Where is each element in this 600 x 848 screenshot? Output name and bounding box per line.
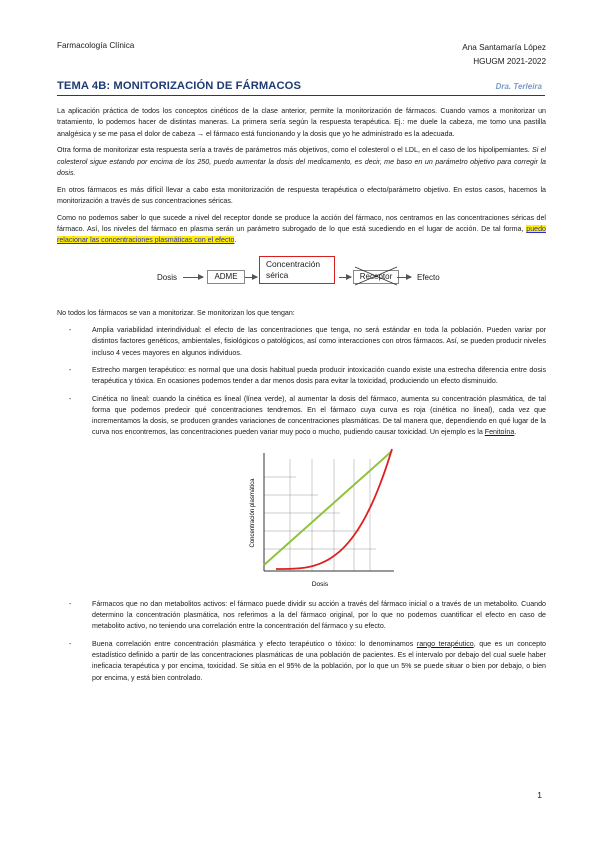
list-item-text: Estrecho margen terapéutico: es normal que una dosis habitual pueda producir intoxicación cuando existe una estrecha diferencia entre dosis terapéutica y tóxica. En ocasiones podemos tender a dar menos dosis para evitar la toxicidad, produciendo un efecto disminuido. (92, 365, 546, 386)
diagram-concentracion: Concentración (266, 259, 321, 270)
diagram-efecto: Efecto (417, 273, 440, 283)
diagram-concentracion-box (259, 256, 335, 284)
kinetics-chart (92, 443, 546, 593)
list-item-text: Buena correlación entre concentración plasmática y efecto terapéutico o tóxico: lo denominamos (92, 639, 417, 648)
header-right (462, 41, 546, 68)
list-item-cinetica (57, 394, 546, 593)
x-axis-label: Dosis (311, 580, 329, 588)
diagram-serica: sérica (266, 270, 289, 281)
series-linear (264, 451, 392, 565)
list-item-correlacion (57, 639, 546, 684)
kinetics-chart-svg (242, 443, 402, 593)
list-dash: - (69, 599, 72, 608)
list-item-text: Fármacos que no dan metabolitos activos: el fármaco puede dividir su acción a través del fármaco inicial o a través de un metabolito. Cuando determino la concentración plasmática, nos referimos a la del fármaco original, por lo que no podemos cuantificar el efecto en caso de metabolito activo, no teniendo una correlación entre la concentración del fármaco y su efecto. (92, 599, 546, 631)
list-item-metabolitos (57, 599, 546, 633)
list-item-end: . (514, 428, 517, 437)
paragraph-4-text: Como no podemos saber lo que sucede a nivel del receptor donde se produce la acción del fármaco, nos centramos en las concentraciones séricas del fármaco. Así, los niveles del fármaco en plasma serán un parámetro subrogado de lo que está sucediendo en el lugar de acción. De tal forma, (57, 213, 546, 234)
list-dash: - (69, 365, 72, 374)
title-divider (57, 95, 545, 96)
paragraph-2-italic: Si el colesterol sigue estando por encima de los 250, puedo aumentar la dosis del medicamento, es decir, me baso en un parámetro objetivo para corregir la dosis. (57, 146, 546, 177)
arrow-concentracion-receptor (339, 277, 351, 278)
flow-diagram (57, 252, 546, 304)
arrow-receptor-efecto (397, 277, 411, 278)
list-dash: - (69, 326, 72, 335)
professor-name: Dra. Terleira (495, 82, 542, 91)
header-course: Farmacología Clínica (57, 41, 135, 50)
list-item-text: Amplia variabilidad interindividual: el efecto de las concentraciones que tenga, no será estándar en toda la población. Pueden variar por distintos factores genéticos, ambientales, fisiológicos o patológicos, así como interacciones con otros fármacos. Así, se pueden producir niveles incluso 4 veces mayores en algunos individuos. (92, 326, 546, 357)
list-dash: - (69, 639, 72, 648)
page-number: 1 (537, 790, 542, 800)
list-item-text-2: , que es un concepto estadístico definido a partir de las concentraciones plasmáticas de una población de pacientes. Es el intervalo por debajo del cual suele haber ineficacia terapéutica y por encima, toxicidad. Se sitúa en el 95% de la población, por lo que un 5% se puede situar o bien por debajo, o bien por encima, y está bien controlado. (92, 639, 546, 682)
list-item-text: Cinética no lineal: cuando la cinética es lineal (línea verde), al aumentar la dosis del fármaco, aumenta su concentración plasmática, de tal forma que podemos predecir qué concentraciones tendremos. En el fármaco cuya curva es roja (cinética no lineal), cada vez que incrementamos la dosis, se producen grandes variaciones de concentraciones plasmáticas. De tal manera que, dependiendo en qué lugar de la curva nos encontremos, las concentraciones pueden variar muy poco o mucho, pudiendo causar toxicidad. Un ejemplo es la (92, 394, 546, 437)
paragraph-2-text: Otra forma de monitorizar esta respuesta sería a través de parámetros más objetivos, como el colesterol o el LDL, en el caso de los hipolipemiantes. (57, 146, 532, 155)
receptor-cross-icon (353, 265, 399, 287)
document-title: TEMA 4B: MONITORIZACIÓN DE FÁRMACOS (57, 80, 302, 92)
header-author: Ana Santamaría López (462, 43, 546, 52)
arrow-dosis-adme (183, 277, 203, 278)
header-hospital-year: HGUGM 2021-2022 (473, 56, 546, 66)
diagram-dosis: Dosis (157, 273, 178, 283)
y-axis-label: Concentración plasmática (250, 478, 256, 548)
paragraph-3: En otros fármacos es más difícil llevar a cabo esta monitorización de respuesta terapéutica o efecto/parámetro objetivo. En estos casos, hacemos la monitorización a través de sus concentraciones séricas. (57, 185, 546, 206)
paragraph-4 (57, 213, 546, 247)
criteria-list (57, 325, 546, 684)
highlighted-text: puedo relacionar las concentraciones plasmáticas con el efecto (57, 225, 546, 245)
arrow-adme-concentracion (245, 277, 257, 278)
list-item-margen (57, 365, 546, 388)
paragraph-2 (57, 145, 546, 179)
list-dash: - (69, 394, 72, 403)
document-body (57, 106, 546, 690)
diagram-receptor: Receptor (359, 272, 393, 282)
fenitoina-link: Fenitoína (484, 428, 515, 437)
rango-terapeutico-link: rango terapéutico (416, 639, 474, 648)
diagram-adme-box (207, 270, 245, 284)
paragraph-5: No todos los fármacos se van a monitorizar. Se monitorizan los que tengan: (57, 309, 295, 318)
list-item-variabilidad (57, 325, 546, 359)
paragraph-1: La aplicación práctica de todos los conceptos cinéticos de la clase anterior, permite la monitorización de fármacos. Cuando vamos a monitorizar un tratamiento, lo podemos hacer de distintas maneras. La primera sería según la respuesta terapéutica. Ej.: me duele la cabeza, me tomo una pastilla analgésica y se me pasa el dolor de cabeza → el fármaco está funcionando y la dosis que yo he administrado es la adecuada. (57, 107, 546, 138)
paragraph-4-end: . (234, 236, 237, 245)
diagram-adme: ADME (214, 272, 238, 282)
